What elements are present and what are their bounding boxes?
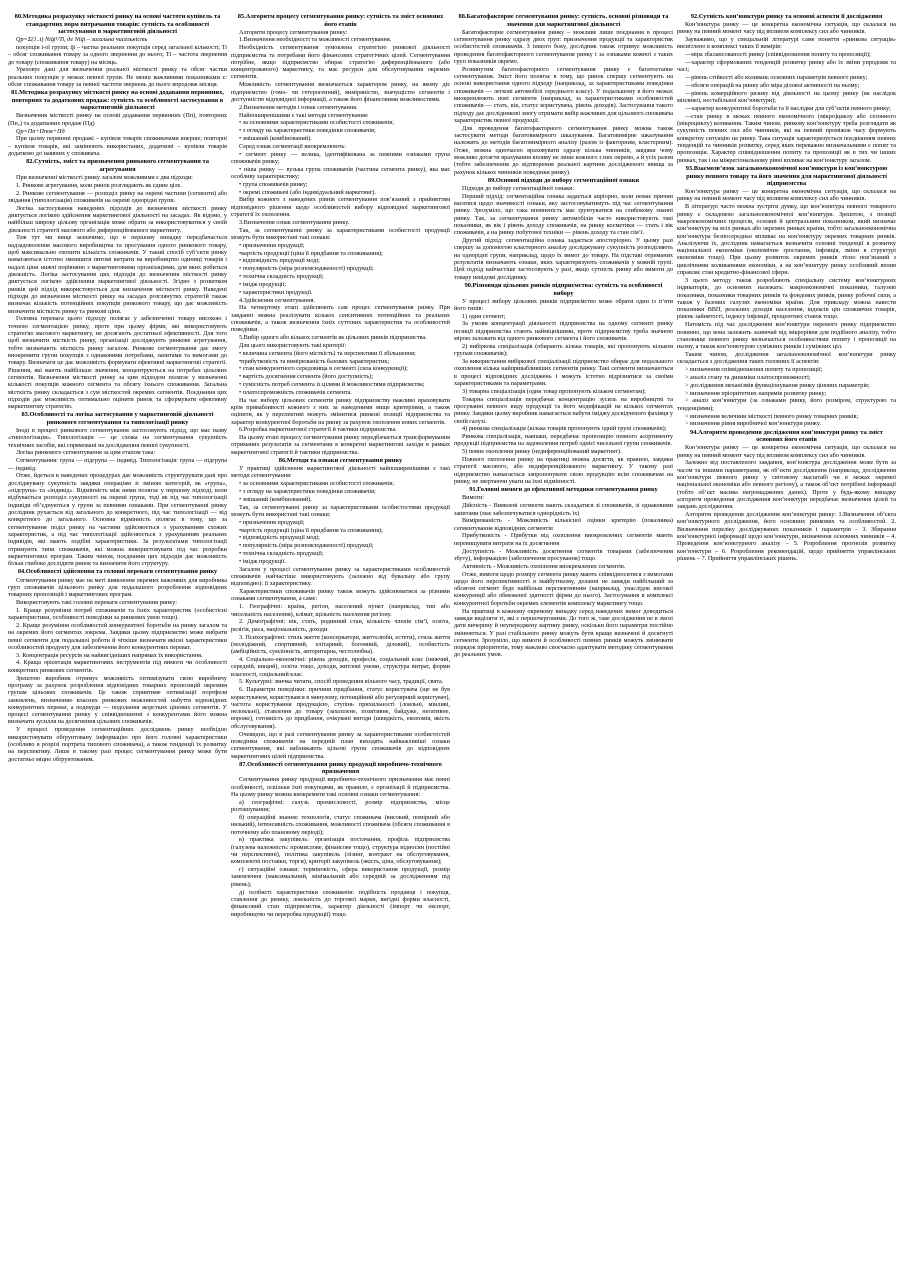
paragraph: Очевидно, що в разі сегментування ринку за характеристиками особистостей поведінки споживачів на передній план виходять найважливіші ознаки сегментування, які наближають цільові групи споживачів до відповідних маркетингових цілей підприємства. — [231, 730, 450, 760]
paragraph: 4. Краща орієнтація маркетингових інструментів під вимоги чи особливості конкретних ринкових сегментів. — [8, 659, 227, 674]
paragraph: 3. Психографічні: стиль життя (консерватори, життєлюби, естети), стиль життя (молодіжний, спортивний, елітарний, богемний, діловий), особистість (амбіційність, сумлінність, авторитарна, честолюбна). — [231, 633, 450, 656]
paragraph: б) операційні знання: технологія, статус споживача (високий, помірний або низький), інтенсивність споживання, можливості споживача (обсяги споживання в поточному або плановому періоді); — [231, 813, 450, 836]
paragraph: • сегмент ринку — велика, ідентифікована за певними ознаками група споживачів ринку; — [231, 150, 450, 165]
paragraph: 2. Ринкове сегментування — розподіл ринку на окремі частини (сегменти) або звідання (типологізація) споживачів на окремі однорідні групи. — [8, 189, 227, 204]
text-column-3 — [454, 12, 673, 1274]
paragraph: Товарна спеціалізація передбачає концентрацію зусиль на виробництві та просуванні певного виду продукції та його модифікацій на кількох сегментах ринку. Завдяки цьому виробник намагається набути іміджу досвідченого фахівця у своїй галузі. — [454, 395, 673, 425]
paragraph: Вимоги: — [462, 494, 485, 502]
paragraph: Іноді в процесі ринкового сегментування застосовують підхід, що має назву «типологізація». Типологізація — це схожа на сегментування сукупність технічних засобів, які спрямовані на дослідження певної сукупності. — [8, 427, 227, 449]
paragraph: В літературі часто можна зустріти думку, що кон’юнктура певного товарного ринку є складовою загальноекономічної кон’юнктури. Зрештою, з позиції макроекономічних процесів, основні й центральним показником, який визначає кон’юнктуру на всіх ринках або окремих ринках країни, тобто загальноекономічна кон’юнктура безпосередньо впливає на кон’юнктуру окремих товарних ринків. Аналізуючи їх, дослідник намагається визначити основні тенденції в розвитку національної економіки (економічне зростання, інфляція, зміни в структурі економіки тощо). При цьому розвиток окремих ринків тісно пов’язаний з циклічними коливаннями економіки, а на кон’юнктуру ринку особливий вплив справляє стан кредитно-фінансової сфери. — [677, 203, 896, 277]
paragraph: • змішаний (комбінований). — [239, 495, 312, 503]
paragraph: Кон’юнктура ринку — це конкретна економічна ситуація, що склалася на ринку на певний момент часу під впливом комплексу сил або чинників. — [677, 21, 896, 36]
paragraph: •прибутковість та вимірюваність базових характеристик; — [239, 357, 390, 365]
paragraph: > дослідження механізмів функціонування ринку цінових параметрів; — [685, 381, 870, 389]
paragraph: д) особисті характеристики споживачів: подібність продавця і покупця, ставлення до ризику, лояльність до торгової марки, вигідні форми власності, фінансовий стан підприємства, характер діяльності (імпорт чи експорт, виробництво чи переробка продукції) тощо. — [231, 888, 450, 918]
paragraph: • сумісність потреб сегмента із цілями й можливостями підприємства; — [239, 380, 425, 388]
paragraph: Багатофакторне сегментування ринку – можливе лише поєднання в процесі сегментування ринку одразу двох груп: призначення продукції та характеристик особистостей споживачів. З іншого боку, дослідник також отримує можливість проведення багатофакторного сегментування ринку і за ознаками кожної з таких груп показників окремо. — [454, 28, 673, 65]
paragraph: Сегментування: група — підгрупа — індивід. Типологізація: група — підгрупа — індивід. — [8, 457, 227, 472]
paragraph: • популярність (міра розповсюдженості) продукції; — [239, 265, 374, 273]
paragraph: При цьому первинні продажі – купівля товарів споживачами вперше; повторні – купівля товарів, які замінюють використаних, додаткові – купівля товарів додатково до наявних у споживача. — [8, 135, 227, 158]
paragraph: Використовують такі головні переваги сегментування ринку: — [16, 598, 177, 606]
paragraph: —стан ринку в межах певного економічного (мікро)циклу або сезонного (мікроциклу) коливання. Таким чином, ринкову кон’юнктуру треба розглядати як сукупність певних сил або чинників, які на певний проміжок часу формують конкретну ситуацію на ринку. Така ситуація характеризується поєднанням певних тенденцій та чинників розвитку, серед яких переважно визначальними є попит та пропозиція. Характер співвідношення попиту та пропозиції як в тих чи інших ринках, так і на міжрегіональному рівні впливає на кон’юнктуру загалом. — [677, 112, 896, 164]
paragraph: Так, за сегментуванні ринку за характеристиками особистостями продукції можуть бути використані такі ознаки: — [231, 503, 450, 519]
paragraph: 2. Краще розуміння особливостей конкурентної боротьби на ринку загалом та на окремих його сегментах зокрема. Завдяки цьому підприємство може вибрати певні сегменти для подальшої роботи й чіткіше визначати якісні характеристики особливостей продукту для забезпечення його конкурентних переваг. — [8, 621, 227, 651]
paragraph: • відповідність продукції моді; — [239, 534, 320, 542]
paragraph: 2.Визначення методів і ознак сегментування. — [239, 103, 358, 111]
section-heading: 81.Методика розрахунку місткості ринку на основі додавання первинних, повторних та додаткових продаж: сутність та особливості застосування в маркетинговій діяльності — [11, 89, 224, 112]
paragraph: —характер конкурентної боротьби та її наслідки для суб’єктів певного ринку; — [685, 104, 891, 112]
paragraph: • з огляду на характеристики поведінки споживачів; — [239, 127, 376, 135]
document-page — [8, 12, 897, 1274]
paragraph: При визначенні місткості ринку загалом можливими є два підходи: — [16, 173, 193, 181]
paragraph: Таким чином, дослідження загальноекономічної кон’юнктури ринку складається з дослідження таких головних її аспектів: — [677, 351, 896, 366]
paragraph: Сегментування ринку має на меті виявлення окремих важливих для виробника груп споживачів цільового ринку для подальшого розроблення відповідних товарних пропозицій і маркетингових програм. — [8, 576, 227, 599]
paragraph: > визначення співвідношення попиту та пропозиції; — [685, 366, 823, 374]
paragraph: На четвертому етапі здійснюють сам процес сегментування ринку. При завданні можна реалізувати кількох сенситивних потенційних та реальних споживачів, а також визначення їхніх суттєвих характеристик та особливостей поведінки. — [231, 304, 450, 334]
paragraph: • імідж продукції. — [239, 557, 286, 565]
paragraph: Можливість сегментування визначається характером ринку, на якому діє підприємство (гомо- чи гетерогенний), виміряністю, значущістю сегментів і доступністю відповідної інформації, а також його фінансовими можливостями. — [231, 81, 450, 103]
section-heading: 90.Різновиди цільових ринків підприємства: сутність та особливості вибору — [464, 281, 663, 297]
section-heading: 80.Методика розрахунку місткості ринку на основі частоти купівель та стандартних норм витрачання товарів: сутність та особливості застосування в маркетинговій діяльності — [14, 13, 221, 36]
text-column-4 — [677, 12, 896, 1274]
paragraph: 5.Вибір одного або кількох сегментів як цільових ринків підприємства. — [239, 334, 427, 342]
paragraph: 1. Ринкове агрегування, коли ринок розглядають як єдине ціле. — [16, 181, 182, 189]
paragraph: Прибутковість - Прибутки від охоплення виокремлених сегментів мають перевищувати витрати на їх досягнення — [454, 532, 673, 547]
formula: Qр=Пп+Ппов+Пд — [16, 127, 65, 135]
paragraph: 3.Визначення ознак сегментування ринку. — [239, 218, 350, 226]
section-heading: 85.Алгоритм процесу сегментування ринку: сутність та зміст основних його етапів — [237, 13, 444, 28]
paragraph: • імідж продукції; — [239, 280, 287, 288]
paragraph: Визначення місткості ринку на основі додавання первинних (Пп), повторних (Пп₂) та додаткових продаж (Пд) — [8, 112, 227, 127]
paragraph: Кон’юнктура ринку — це конкретна економічна ситуація, що склалася на ринку на певний момент часу під впливом комплексу сил або чинників. — [677, 444, 896, 459]
paragraph: 6.Розробка маркетингової стратегії й тактики підприємства. — [239, 426, 397, 434]
paragraph: > визначення рівня виробничої кон’юнктури ринку. — [685, 420, 821, 428]
paragraph: а) географічні: галузь промисловості, розмір підприємства, місце розташування; — [231, 798, 450, 814]
paragraph: в) практика закупівель: організація постачання, профіль підприємства (галузева належність: промислове, фінансове тощо), структура відносин (постійні чи перспективні), політика закупівель (лізинг, контракт на обслуговування, комплектні поставки, торги), критерії закупівель (якість, ціна, обслуговування); — [231, 836, 450, 866]
paragraph: 2) вибіркова спеціалізація (обирають кілька товарів, які пропонують кільком групам споживачів); — [454, 342, 673, 358]
paragraph: • група споживачів ринку; — [239, 180, 308, 188]
paragraph: Натомість під час дослідження кон’юнктури окремого ринку підприємство повинно, що вона залежить зазвичай від мікрорівня для подібного аналізу, тобто становище певного ринку визначається особливостями попиту і пропозиції на ньому, а також кон’юнктурою суміжних ринків і суміжних ціл. — [677, 321, 896, 351]
paragraph: З цього методу також розробляють спеціальну систему кон’юнктурних індикаторів, до основних належать: макроекономічні показники, галузеві показники, показники товарних ринків та фондових ринків, ринку робочої сили, а також у базових галузях економіки країни. Для прикладу можна навести показники ВВП, реальних доходів населення, індексів цін споживчих товарів, рівень зайнятості, індексу інфляції, процентних ставок тощо. — [677, 276, 896, 321]
paragraph: Зауважимо, що у спеціальній літературі саме поняття «ринкова ситуація» висвітлено в комплексі таких її вимірів: — [677, 36, 896, 51]
paragraph: Логіка ринкового сегментування за цим етапом така: — [16, 449, 156, 457]
section-heading: 94.Алгоритм проведення дослідження кон’юнктури ринку та зміст основних його етапів — [690, 428, 883, 444]
paragraph: • за основними характеристиками особистості споживачів; — [239, 480, 395, 488]
paragraph: > аналіз стану та динаміки платоспроможності; — [685, 373, 811, 381]
paragraph: Отже, вимоги щодо розміру сегмента ринку мають співвідноситися з вимогами щодо його перспективності в майбутньому, доланні не завжди найбільший за обсягом сегмент буде найбільш перспективним (наприклад, унаслідок високої конкуренції або обмеженої здатності фірми до нього). Застосування в комплексі конкурентної боротьби окремих елементів комплексу маркетингу тощо. — [454, 570, 673, 607]
paragraph: • змішаний (комбінований). — [239, 134, 312, 142]
paragraph: • характеристики продукції. — [239, 288, 313, 296]
paragraph: —обсяги операцій на ринку або міра ділової активності на ньому; — [685, 82, 860, 90]
paragraph: Доступність - Можливість досягнення сегментів товарами (забезпечення збуту), інформацією (забезпечення просування) тощо — [454, 547, 673, 562]
paragraph: Головна перевага цього підходу полягає у забезпеченні товару високою і точною сегментацією ринку, проте при цьому фірми, які використовують стратегію масового маркетингу, не досягають достатньої ефективності. Для того щоб визначити місткість ринку, організації досліджують ринкове агрегування, тобто визначають місткість ринку загалом. Ринкове сегментування дає змогу виокремити групи покупців з однаковими потребами, запитами та вимогами до товару. Визначати це дає можливість формувати ефективні маркетингові стратегії. Рішення, які мають найбільше значення, концентруються на потребах цільових сегментів. Визначення місткості ринку за цим підходом полягає у визначенні кількості покупців кожного сегмента та обсягу їхнього споживання. Загальна місткість ринку складається з сум місткостей окремих сегментів. Поєднання цих підходів дає можливість оптимально оцінити ринок та сформувати ефективну маркетингову стратегію. — [8, 315, 227, 411]
paragraph: Розвинутим багатофакторного сегментування ринку є багатоетапне сегментування. Зміст його полягає в тому, що ринок спершу сегментують на основі використання одного підходу (наприклад, за характеристиками поведінки споживачів — легкові автомобілі середнього класу). У подальшому в його межах виокремлюють нові сегменти (наприклад, за характеристиками особливостей споживачів — стать, вік, статус користувача, рівень доходів). Застосування такого підходу дає дослідникові змогу отримати вибір важливих для цільового споживача характеристик певної продукції. — [454, 65, 673, 124]
paragraph: 3. Концентрація ресурсів на найвигідніших напрямах їх використання. — [16, 651, 203, 659]
paragraph: —міра збалансованості ринку (співвідношення попиту та пропозиції); — [685, 51, 871, 59]
paragraph: Тож тут ми вище зазначимо, що в першому випадку передбачається надзадоволення масового виробництва та просування одного ринкового товару, щоб максимально охопити кількість споживачів. У такий спосіб суб’єкти ринку намагаються істотно зменшити питомі витрати на виробництво одиниці товарів і надалі ціни нижчі порівняно з маркетинговими організаціями, для яких робиться діяльність. Логіка застосування цих підходів до визначення місткості ринку диктується логікою здійснення маркетингової діяльності. Згідно з розвитком ринків цей підхід використовується для визначення місткості ринку. Наведені підходи до визначення місткості ринку на засадах розглянутих стратегій також визначає кількість потенційних покупців ринкового товару, що дає можливість визначити місткість ринку та ринкові ціни. — [8, 234, 227, 315]
paragraph: На час вибору цільових сегментів ринку підприємству важливо враховувати крім привабливості кожного з них за наведеними вище критеріями, а також оцінити, як у перспективі можуть змінитися ринкові позиції підприємства та характер конкурентної боротьби на ринку за рахунок охоплення нових сегментів. — [231, 396, 450, 426]
paragraph: •вартість продукції (ціна її придбання та споживання); — [239, 249, 383, 257]
paragraph: У практиці здійснення маркетингової діяльності найпоширенішими є такі методи сегментування: — [231, 465, 450, 480]
paragraph: • популярність (міра розповсюдженості) продукції; — [239, 542, 374, 550]
paragraph: У процесі проведення сегментаційних досліджень ринку необхідно використовувати обґрунтовану інформацію про його головні характеристики (особливо в розрізі портрета типового споживача), а також тенденції їх розвитку на перспективу. Лише в такому разі процес сегментування ринку може бути достатньо міцно обґрунтованим. — [8, 726, 227, 763]
paragraph: 4) ринкова спеціалізація (кілька товарів пропонують одній групі споживачів); — [462, 425, 667, 433]
paragraph: > визначення пріоритетних напрямів розвитку ринку; — [685, 389, 827, 397]
paragraph: Другий підхід: сегментаційна ознака задається апостеріорно. У цьому разі спершу за допомогою кластерного аналізу досліджувану сукупність розподіляють на однорідні групи, наприклад, щодо їх вимог до товару. На підставі отриманих результатів визначають ознаки, яких характеризують споживачів у кожній групі. Цей підхід найчастіше застосовують у разі, якщо сутність ринку або вимоги до товару невідомі досліднику. — [454, 237, 673, 281]
section-heading: 93.Взаємозв’язок загальноекономічної кон’юнктури із кон’юнктурою ринку певного товару та його значення для маркетингової діяльності підприємства — [685, 164, 888, 188]
paragraph: 1) один сегмент; — [462, 312, 506, 320]
paragraph: Загалом у процесі сегментування ринку за характеристиками особливостей споживачів найчастіше використовують (залежно від бувальну або групу відповідно): ії характеристику. — [231, 565, 450, 588]
paragraph: • призначення продукції; — [239, 241, 305, 249]
paragraph: Серед ознак сегментації виокремлюють: — [239, 142, 346, 150]
paragraph: Отже, йдеться в наведених процедурах дає можливість структурувати дані про досліджувану сукупність завдяки операціям зі зміною категорій, як «група», «підгрупа» та «індивід». Відмінність між ними полягає у першому підході, коли відбувається розподіл сукупності на окремі групи, тоді як під час типологізації індивіди об’єднуються у групи за певними ознаками. При сегментуванні ринку дослідник рухається від загального до конкретного, під час типологізації — від конкретного до загального. Основна відмінність полягає в тому, що за сегментування поділ ринку на частини здійснюється з урахуванням схожих характеристик, а під час типологізації здійснюється з урахуванням реальних індивідів, які мають подібні характеристики. За результатами типологізації отримують типи споживачів, які можна використовувати під час розробки маркетингових програм. Таким чином, поєднання цих підходів дає можливість більш глибоко дослідити ринок та визначити його структуру. — [8, 472, 227, 568]
paragraph: —рівень стійкості або коливань основних параметрів певного ринку; — [685, 74, 868, 82]
text-column-2 — [231, 12, 450, 1274]
paragraph: • за основними характеристиками особистості споживачів; — [239, 119, 395, 127]
paragraph: • окремі споживачі (або індивідуальний маркетинг). — [239, 188, 376, 196]
paragraph: > аналіз кон’юнктури (за ознаками ринку, його розміром, структурою та тенденціями); — [677, 397, 896, 412]
paragraph: покупців i-ої групи; q̄i – частка реальних покупців серед загальної кількості; Ti – обсяг споживання товару за одного звернення до нього; Ti – частота звернення до товару (споживання товару) на місяць. — [8, 43, 227, 66]
section-heading: 84.Особливості здійснення та головні переваги сегментування ринку — [17, 568, 218, 576]
paragraph: Активність - Можливість охоплення виокремлених сегментів. — [462, 562, 626, 570]
paragraph: • вартість досягнення сегмента (його доступність); — [239, 373, 373, 381]
paragraph: • ніша ринку — вузька група споживачів (частина сегмента ринку), яка має особливу характеристику; — [231, 165, 450, 181]
paragraph: Для проведення багатофакторного сегментування ринку можна також застосувати методи багатовимірного шкалування. Багатовимірне шкалування належить до методів багатовимірного аналізу (разом із факторним, кластерним). Отже, можна одночасно враховувати одразу кілька чинників, завдяки чому можливо досягти врахування впливу не лише кожного з них окремо, а й усіх разом (тобто забезпечення до відтворення реальної картини дослідженого явища за рахунок кількох чинників поведінки ринку). — [454, 124, 673, 176]
paragraph: г) ситуаційні ознаки: терміновість, сфера використання продукції, розмір замовлення (максимальний, мінімальний або середній за дослідженням під рівень); — [231, 866, 450, 888]
paragraph: • платоспроможність споживачів сегмента. — [239, 388, 352, 396]
paragraph: •вартість продукції (ціна її придбання та споживання); — [239, 526, 383, 534]
paragraph: Вибір кожного з наведених рівнів сегментування пов’язаний з прийняттям відповідного рішення щодо особливостей вибору відповідної маркетингової стратегії їх охоплення. — [231, 196, 450, 219]
paragraph: • відповідність продукції моді; — [239, 257, 320, 265]
paragraph: Так, за сегментуванні ринку за характеристиками особистості продукції можуть бути використані такі ознаки: — [231, 226, 450, 242]
section-heading: 88.Багатофакторне сегментування ринку: сутність, основні різновиди та значення для маркетингової діяльності — [458, 13, 669, 28]
paragraph: Підходи до вибору сегментаційної ознаки: — [462, 184, 575, 192]
paragraph: Вимірюваність - Можливість кількісної оцінки критерію (показника) сегментування відповідних сегментів — [454, 517, 673, 532]
paragraph: Алгоритм проведення дослідження кон’юнктури ринку: 1.Визначення об’єкта кон’юнктурного дослідження, його основних ринкових та особливостей. 2. Визначення переліку досліджуваних показників і параметрів – 3. Збирання кон’юнктурної інформації щодо кон’юнктури, визначення основних чинників – 4. Проведення кон’юнктурного аналізу – 5. Розроблення прогнозів розвитку кон’юнктури – 6. Розроблення рекомендацій, щодо прийняття управлінських рішень – 7. Прийняття управлінських рішень. — [677, 511, 896, 562]
paragraph: 1. Краще розуміння потреб споживачів та їхніх характеристик (особистісні характеристики, особливості поведінки за ринкових умов тощо). — [8, 606, 227, 622]
paragraph: Для цього використовують такі критерії: — [239, 341, 347, 349]
paragraph: 5) повне охоплення ринку (недиференційований маркетинг). — [462, 448, 622, 456]
paragraph: У процесі вибору цільових ринків підприємство може обрати один із п’яти його типів: — [454, 297, 673, 312]
paragraph: • технічна складність продукції; — [239, 550, 324, 558]
paragraph: Повного охоплення ринку на практиці можна досягти, як правило, завдяки стратегії масового, або недиференційованого маркетингу. У такому разі підприємство намагається запропонувати свою продукцію всім споживачам на ринку, не звертаючи уваги на їхні відмінності. — [454, 456, 673, 486]
paragraph: На практиці в кожному окремому випадку серед наведених вимог доводиться завжди виділяти ті, які є першочерговими. До того ж, таке дослідження не в змозі дати вичерпну й неупереджену картину ринку, оскільки його параметри постійно змінюються. У разі стабільного ринку можуть бути краще визначені й досягнуті сегменти. Зрозуміло, що вимоги й особливості певних ринків можуть змінювати порядок пріоритетів, тому важливо своєчасно адаптувати методику сегментування до реальних умов. — [454, 607, 673, 659]
paragraph: Характеристики споживачів ринку також можуть здійснюватися за різними ознаками сегментування, а саме: — [231, 588, 450, 603]
paragraph: Дійсність - Виявлені сегменти мають складатися зі споживачів, зі однаковими запитами (має забезпечуватися однорідність їх) — [454, 502, 673, 517]
section-heading: 82.Сутність, зміст та призначення ринкового сегментування та агрегування — [26, 158, 209, 173]
section-heading: 89.Основні підходи до вибору сегментаційної ознаки — [487, 176, 640, 184]
section-heading: 92.Сутність кон’юнктури ринку та основні аспекти її дослідження — [690, 13, 883, 20]
paragraph: 1. Географічні: країна, регіон, населений пункт (наприклад, тип або чисельність населення), клімат, щільність населення регіону. — [231, 603, 450, 618]
paragraph: Алгоритм процесу сегментування ринку: — [239, 28, 348, 36]
paragraph: • стан конкурентного середовища в сегменті (сила конкуренції); — [239, 365, 408, 373]
paragraph: 2. Демографічні: вік, стать, родинний стан, кількість членів сім’ї, освіта, релігія, раса, національність, доходи. — [231, 618, 450, 633]
paragraph: • технічна складність продукції; — [239, 273, 324, 281]
section-heading: 83.Особливості та логіка застосування у маркетинговій діяльності ринкового сегментування та типологізації ринку — [21, 411, 214, 426]
paragraph: За умови концентрації діяльності підприємства на одному сегменті ринку позиції підприємства стають найміцнішими, проте підприємству треба значною мірою залежати від одного ринкового сегмента і його споживачів. — [454, 320, 673, 343]
paragraph: Кон’юнктура ринку — це конкретна економічна ситуація, що склалася на ринку на певний момент часу під впливом комплексу сил або чинників. — [677, 188, 896, 203]
paragraph: Ринкова спеціалізація, навпаки, передбачає пропозицію певного асортименту продукції підприємства на задоволення потреб однієї чисельної групи споживачів. — [454, 433, 673, 448]
paragraph: Зрештою виробник отримує можливість оптимізувати свою виробничу програму за рахунок розроблення відповідних товарних пропозицій окремим групам цільових споживачів. Це також сприятиме оптимізації портфеля замовлень, визначенню власних ринкових можливостей набуття відповідних конкурентних переваг, а подекуди — подолання жорстких цінових сегментів. У процесі сегментування ринку у співвідношенні з конкурентами його можна визначати зусилля на досягнення цільових споживачів. — [8, 674, 227, 726]
paragraph: 1.Визначення необхідності та можливості сегментування. — [239, 36, 392, 44]
paragraph: Залежно від поставленого завдання, кон’юнктура дослідження може бути за часом та іншими параметрами, як об’єкти дослідження (наприклад, дослідження кон’юнктури певного ринку у світовому масштабі чи в межах окремої національної економіки або певного регіону), а також об’єкт потрібної інформації (тобто об’єкт масива нагромаджених даних). Проте у будь-якому випадку алгоритм проведення дослідження кон’юнктури передбачає визначення цілей та завдань дослідження. — [677, 459, 896, 511]
paragraph: • величина сегмента (його місткість) та перспективи її збільшення; — [239, 349, 416, 357]
paragraph: Найпоширенішими є такі методи сегментування: — [239, 111, 369, 119]
paragraph: Необхідність сегментування зумовлена стратегією ринкової діяльності підприємства та потребами його фінансових стратегічних цілей. Сегментування потрібне, якщо підприємство обирає стратегію диференційованого (або концентрованого) маркетингу, та має ресурси для обслуговування окремих сегментів. — [231, 44, 450, 81]
paragraph: > визначення величини місткості певного ринку товарних ринків; — [685, 412, 859, 420]
section-heading: 86.Методи та ознаки сегментування ринку — [278, 457, 403, 465]
section-heading: 87.Особливості сегментування ринку продукції виробничо-технічного призначення — [239, 760, 442, 776]
paragraph: 3) товарна спеціалізація (один товар пропонують кільком сегментам); — [462, 387, 646, 395]
paragraph: Логіка застосування наведених підходів до визначення місткості ринку диктується логікою здійснення маркетингової діяльності на засадах. Як відомо, у найбільш широку цільову організація може обрати за використовуватися у своїй діяльності стратегії масового або диференційованого маркетингу. — [8, 204, 227, 234]
paragraph: Перший підхід: сегментаційна ознака задається апріорно, коли немає причин вагатися щодо значимості ознаки, яку застосовуватимуть під час сегментування ринку. Зрозуміло, що така впевненість має ґрунтуватися на глибокому знанні ринку. Так, за сегментування ринку автомобілів часто використовують такі показники, як вік і рівень доходу споживачів, на ринку косметики — стать і вік споживачів, а на ринку побутової техніки — рівень доходу та стан сім’ї. — [454, 192, 673, 237]
formula: Qр=Σ(1..t) Niq̄i¹/Ti, де Niq̄i – загальна чисельність — [16, 36, 148, 44]
paragraph: —характер сформованих тенденцій розвитку ринку або їх зміни упродовж та часі; — [677, 59, 896, 74]
paragraph: • з огляду на характеристики поведінки споживачів; — [239, 488, 376, 496]
paragraph: 6. Параметри поведінки: причини придбання, статус користувача (ще не був користувачем, користувався в минулому, потенційний або регулярний користувач), частота користування продукцією, ступінь прихильності (лояльні, мінливі, нелояльні), ставлення до товару (захоплене, позитивне, байдуже, негативне, вороже), готовність до придбання, очікувані вигоди (швидкість, економія, якість обслуговування). — [231, 686, 450, 730]
paragraph: —рівень комерційного ризику від діяльності на цьому ринку (як наслідок мінливої, нестабільної кон’юнктури); — [677, 89, 896, 105]
paragraph: На цьому етапі процесу сегментування ринку передбачається трансформування отриманих результатів за сегментами в конкретні маркетингові заходи в рамках маркетингової стратегії й тактики підприємства. — [231, 434, 450, 456]
paragraph: За використання вибіркової спеціалізації підприємство обирає для подальшого охоплення кілька найпривабливіших сегментів ринку. Такі сегменти визначаються в процесі відповідних досліджень і можуть істотно відрізнятися за своїми характеристиками та параметрами. — [454, 358, 673, 387]
paragraph: Ураховує дані для визначення реальної місткості ринку та обсяг частки реальних покупців у межах певної групи. Не менш важливими показниками є: обсяг споживання товару за певної частоти звернень до нього впродовж місяця. — [8, 66, 227, 89]
section-heading: 91.Головні вимоги до ефективної методики сегментування ринку — [469, 486, 658, 494]
paragraph: 5. Культурні: звичка читати, спосіб проведення вільного часу, традиції, свята. — [239, 678, 444, 686]
paragraph: 4. Соціально-економічні: рівень доходів, професія, соціальний клас (нижчий, середній, вищий), освіта тощо, доходи, житлові умови, структура витрат, форми власності, соціальний клас. — [231, 655, 450, 678]
paragraph: 4.Здійснення сегментування. — [239, 296, 315, 304]
text-column-1 — [8, 12, 227, 1274]
paragraph: Сегментування ринку продукції виробничо-технічного призначення має певні особливості, оскільки їхні покупцями, як правило, є організації й підприємства. На цьому ринку можна виокремити такі основні ознаки сегментування: — [231, 776, 450, 799]
paragraph: • призначення продукції; — [239, 518, 305, 526]
